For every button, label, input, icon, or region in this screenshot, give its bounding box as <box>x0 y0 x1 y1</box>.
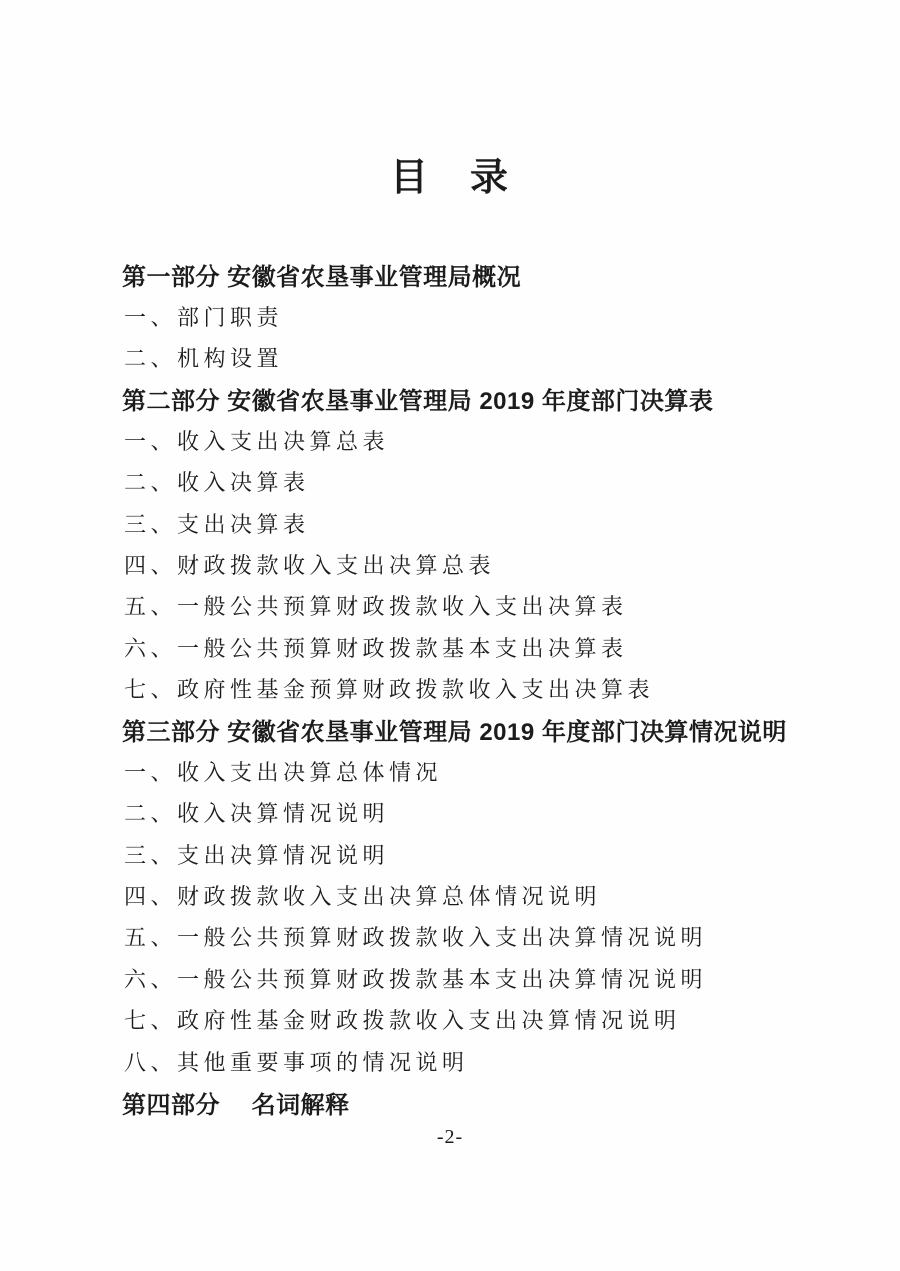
toc-section-heading: 第一部分 安徽省农垦事业管理局概况 <box>122 264 522 292</box>
toc-entry: 三、支出决算情况说明 <box>124 842 390 868</box>
toc-entry: 六、一般公共预算财政拨款基本支出决算情况说明 <box>124 966 708 992</box>
toc-entry: 三、支出决算表 <box>124 511 310 537</box>
table-of-contents <box>122 254 840 1123</box>
toc-entry: 八、其他重要事项的情况说明 <box>124 1049 469 1075</box>
toc-entry: 一、部门职责 <box>124 304 284 330</box>
toc-entry: 五、一般公共预算财政拨款收入支出决算情况说明 <box>124 925 708 951</box>
toc-section-heading: 第四部分 名词解释 <box>122 1092 350 1119</box>
toc-entry: 六、一般公共预算财政拨款基本支出决算表 <box>124 635 628 661</box>
toc-entry: 四、财政拨款收入支出决算总体情况说明 <box>124 884 602 910</box>
toc-section-heading: 第二部分 安徽省农垦事业管理局 2019 年度部门决算表 <box>122 388 714 416</box>
page-title: 目 录 <box>389 157 510 199</box>
toc-entry: 二、收入决算情况说明 <box>124 801 390 827</box>
toc-entry: 七、政府性基金财政拨款收入支出决算情况说明 <box>124 1008 681 1034</box>
toc-entry: 一、收入支出决算总表 <box>124 428 390 454</box>
page-number: -2- <box>436 1126 464 1149</box>
toc-entry: 二、机构设置 <box>124 345 284 371</box>
toc-entry: 二、收入决算表 <box>124 470 310 496</box>
toc-entry: 四、财政拨款收入支出决算总表 <box>124 552 496 578</box>
toc-section-heading: 第三部分 安徽省农垦事业管理局 2019 年度部门决算情况说明 <box>122 719 787 747</box>
toc-entry: 七、政府性基金预算财政拨款收入支出决算表 <box>124 677 655 703</box>
toc-entry: 五、一般公共预算财政拨款收入支出决算表 <box>124 594 628 620</box>
toc-entry: 一、收入支出决算总体情况 <box>124 759 443 785</box>
